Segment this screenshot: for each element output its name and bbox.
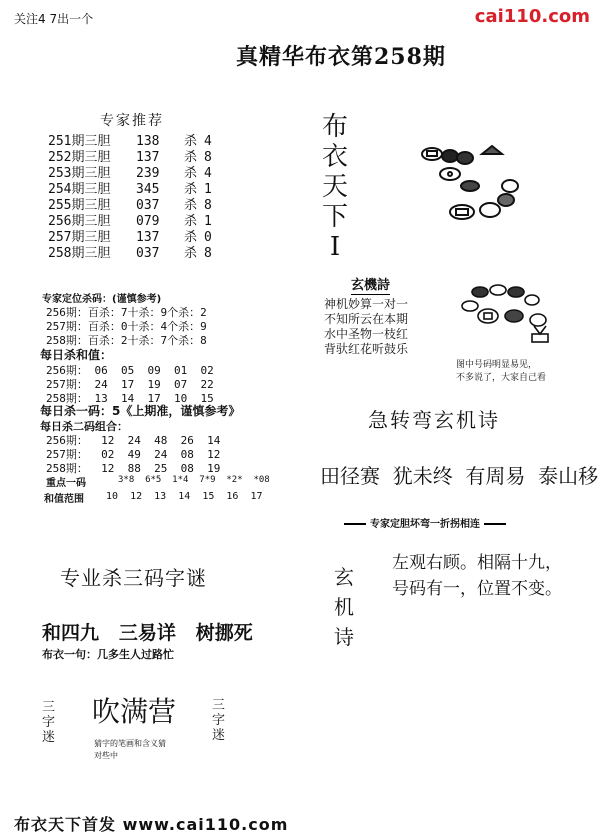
pick-row: 258期三胆 037 杀 8 [48,246,212,261]
pick-row: 254期三胆 345 杀 1 [48,182,212,197]
poem-line: 不知所云在本期 [324,312,409,326]
picture-caption: 图中号码明显易见， [456,360,538,370]
kill-three-answer: 和四九 三易详 树挪死 [42,622,253,644]
xuanji-vertical-label: 玄 机 诗 [334,565,354,649]
riddle-hint: 猜字的笔画和含义猜 [94,739,166,748]
picture-caption: 不多说了，大家自己看 [456,373,547,383]
poem-line: 背驮红花听鼓乐 [324,342,409,356]
poem-line: 水中圣物一枝红 [324,327,409,341]
key-number-label: 重点一码 [46,478,86,489]
sum-range-value: 10 12 13 14 15 16 17 [106,491,263,502]
key-number-value: 3*8 6*5 1*4 7*9 *2* *08 [118,475,270,485]
riddle-answer: 田径赛 犹未终 有周易 泰山移 [320,464,599,488]
pick-row: 255期三胆 037 杀 8 [48,198,212,213]
kill-three-title: 专业杀三码字谜 [60,566,207,590]
pick-row: 257期三胆 137 杀 0 [48,230,212,245]
position-kill-row: 256期：百杀：7十杀：9个杀：2 [46,306,207,319]
daily-sum-row: 257期： 24 17 19 07 22 [46,378,214,391]
kill-three-note: 布衣一句：几多生人过路忙 [42,648,174,661]
poem2-line: 号码有一，位置不变。 [392,579,562,599]
daily-kill-two-heading: 每日杀二码组合： [40,420,128,433]
poem-line: 神机妙算一对一 [324,297,409,311]
daily-kill-one-heading: 每日杀一码：5《上期准，谨慎参考》 [40,404,241,418]
position-kill-heading: 专家定位杀码：(谨慎参考) [42,294,162,305]
sum-range-label: 和值范围 [44,494,84,505]
xuanji-poem-title: 玄機詩 [351,274,390,295]
stones-illustration [410,140,550,240]
riddle-hint: 对些中 [94,751,118,760]
daily-sum-row: 258期： 13 14 17 10 15 [46,392,214,405]
pick-row: 256期三胆 079 杀 1 [48,214,212,229]
expert-bar: 专家定胆坏弯一折拐相连 [340,515,510,530]
position-kill-row: 257期：百杀：0十杀：4个杀：9 [46,320,207,333]
riddle-title: 急转弯玄机诗 [368,408,500,432]
daily-kill-row: 257期： 02 49 24 08 12 [46,448,221,461]
poem2-line: 左观右顾。相隔十九， [392,553,562,573]
daily-sum-heading: 每日杀和值： [40,348,113,362]
pick-row: 253期三胆 239 杀 4 [48,166,212,181]
pick-row: 252期三胆 137 杀 8 [48,150,212,165]
site-logo[interactable]: cai110.com [474,6,590,27]
riddle-side-left: 三 字 迷 [42,700,56,745]
daily-sum-row: 256期： 06 05 09 01 02 [46,364,214,377]
page-title: 真精华布衣第258期 [236,44,446,70]
coins-illustration [458,282,558,348]
daily-kill-row: 258期： 12 88 25 08 19 [46,462,221,475]
riddle-side-right: 三 字 迷 [212,698,226,743]
pick-row: 251期三胆 138 杀 4 [48,134,212,149]
footer: 布衣天下首发 www.cai110.com [14,815,289,834]
vertical-title: 布 衣 天 下 I [322,112,349,262]
top-note: 关注4 7出一个 [14,12,94,26]
daily-kill-row: 256期： 12 24 48 26 14 [46,434,221,447]
position-kill-row: 258期：百杀：2十杀：7个杀：8 [46,334,207,347]
big-riddle-word: 吹满营 [92,695,177,728]
expert-heading: 专家推荐 [100,113,164,129]
